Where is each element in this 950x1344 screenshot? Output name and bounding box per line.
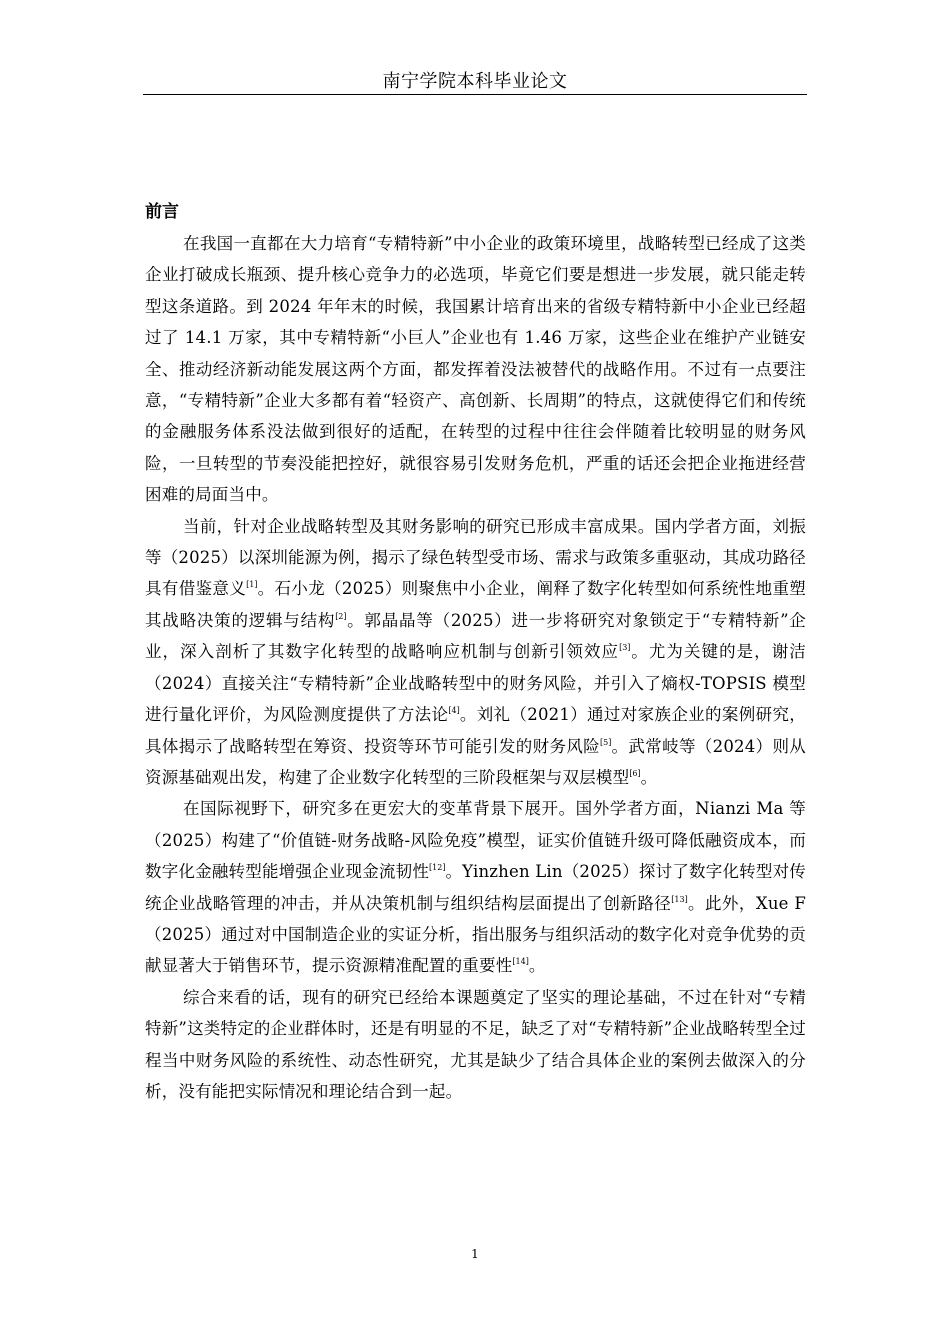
paragraph-text: 综合来看的话，现有的研究已经给本课题奠定了坚实的理论基础，不过在针对“专精特新”这类特定的企业群体时，还是有明显的不足，缺乏了对“专精特新”企业战略转型全过程当中财务风险的系统性、动态性研究，尤其是缺少了结合具体企业的案例去做深入的分析，没有能把实际情况和理论结合到一起。 <box>145 987 806 1101</box>
paragraph-text: 。刘礼（2021）通过对家族企业的案例研究，具体揭示了战略转型在筹资、投资等环节可能引发的财务风险 <box>145 705 806 756</box>
citation-marker: [5] <box>600 737 612 747</box>
paragraph-text: 在国际视野下，研究多在更宏大的变革背景下展开。国外学者方面，Nianzi Ma 等（2025）构建了“价值链-财务战略-风险免疫”模型，证实价值链升级可降低融资成本，而数字化金融转型能增强企业现金流韧性 <box>145 799 806 882</box>
citation-marker: [12] <box>429 863 446 873</box>
citation-marker: [1] <box>246 580 258 590</box>
body-paragraph <box>145 228 806 511</box>
body-text <box>145 228 806 1107</box>
paragraph-text: 。武常岐等（2024）则从资源基础观出发，构建了企业数字化转型的三阶段框架与双层模型 <box>145 736 806 787</box>
paragraph-text: 。此外，Xue F（2025）通过对中国制造企业的实证分析，指出服务与组织活动的数字化对竞争优势的贡献显著大于销售环节，提示资源精准配置的重要性 <box>145 893 806 976</box>
paragraph-text: 。 <box>640 767 658 787</box>
paragraph-text: 。 <box>528 956 546 976</box>
citation-marker: [2] <box>335 611 347 621</box>
citation-marker: [14] <box>512 957 529 967</box>
citation-marker: [13] <box>671 894 688 904</box>
paragraph-text: 。石小龙（2025）则聚焦中小企业，阐释了数字化转型如何系统性地重塑其战略决策的逻辑与结构 <box>145 579 806 630</box>
paragraph-text: 。郭晶晶等（2025）进一步将研究对象锁定于“专精特新”企业，深入剖析了其数字化转型的战略响应机制与创新引领效应 <box>145 610 806 662</box>
paragraph-text: 在我国一直都在大力培育“专精特新”中小企业的政策环境里，战略转型已经成了这类企业打破成长瓶颈、提升核心竞争力的必选项，毕竟它们要是想进一步发展，就只能走转型这条道路。到 2024 年年末的时候，我国累计培育出来的省级专精特新中小企业已经超过了 14.1 万家，其中专精特新“小巨人”企业也有 1.46 万家，这些企业在维护产业链安全、推动经济新动能发展这两个方面，都发挥着没法被替代的战略作用。不过有一点要注意，“专精特新”企业大多都有着“轻资产、高创新、长周期”的特点，这就使得它们和传统的金融服务体系没法做到很好的适配，在转型的过程中往往会伴随着比较明显的财务风险，一旦转型的节奏没能把控好，就很容易引发财务危机，严重的话还会把企业拖进经营困难的局面当中。 <box>145 234 806 505</box>
body-paragraph <box>145 793 806 981</box>
citation-marker: [4] <box>448 706 460 716</box>
citation-marker: [6] <box>629 768 641 778</box>
citation-marker: [3] <box>619 643 631 653</box>
section-heading: 前言 <box>145 202 179 222</box>
paragraph-text: 当前，针对企业战略转型及其财务影响的研究已形成丰富成果。国内学者方面，刘振等（2025）以深圳能源为例，揭示了绿色转型受市场、需求与政策多重驱动，其成功路径具有借鉴意义 <box>145 516 806 599</box>
body-paragraph <box>145 511 806 794</box>
body-paragraph <box>145 982 806 1108</box>
paragraph-text: 。Yinzhen Lin（2025）探讨了数字化转型对传统企业战略管理的冲击，并从决策机制与组织结构层面提出了创新路径 <box>145 862 806 913</box>
page-number: 1 <box>471 1247 479 1261</box>
header-divider <box>143 94 807 95</box>
paragraph-text: 。尤为关键的是，谢洁（2024）直接关注“专精特新”企业战略转型中的财务风险，并引入了熵权-TOPSIS 模型进行量化评价，为风险测度提供了方法论 <box>145 642 807 725</box>
running-header-title: 南宁学院本科毕业论文 <box>382 71 568 92</box>
